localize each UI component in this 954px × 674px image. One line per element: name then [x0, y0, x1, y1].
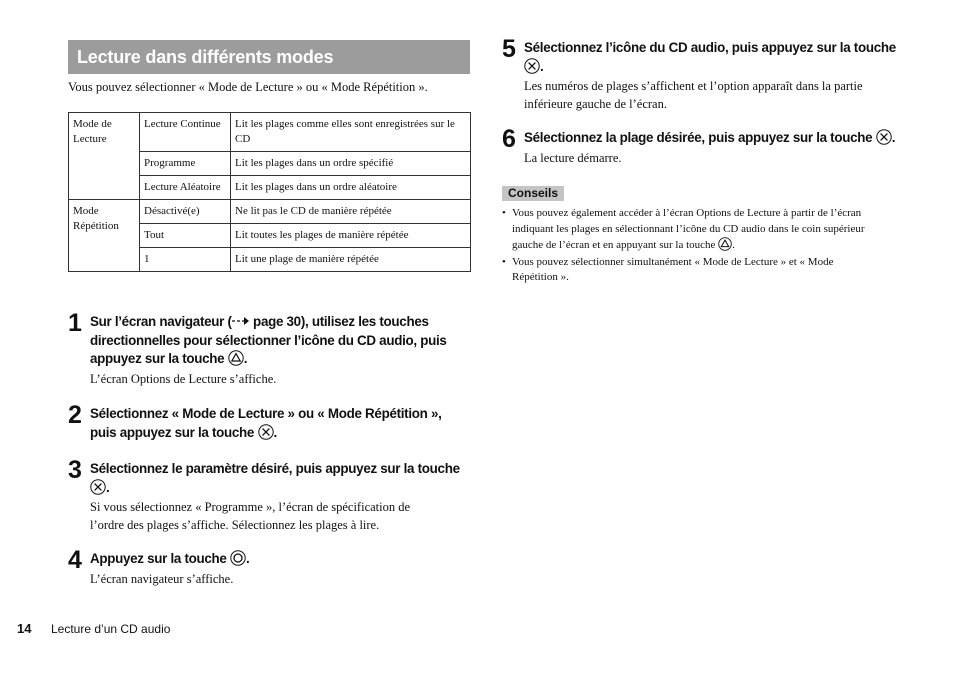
tips-list [502, 206, 902, 287]
modes-table [68, 112, 471, 272]
table-row [69, 113, 471, 152]
list-item: • Vous pouvez sélectionner simultanément « Mode de Lecture » et « Mode Répétition ». [502, 255, 834, 283]
bullet: • [502, 255, 506, 268]
step-body: L’écran navigateur s’affiche. [90, 572, 234, 586]
description-cell: Lit une plage de manière répétée [231, 248, 471, 272]
bullet: • [502, 207, 506, 219]
step-title: Sélectionnez l’icône du CD audio, puis appuyez sur la touche . [524, 40, 896, 74]
cross-button-icon [90, 479, 106, 495]
step-2 [68, 402, 478, 448]
page-number: 14 [17, 621, 32, 636]
step-3 [68, 457, 478, 537]
step-number: 6 [502, 125, 516, 153]
step-body: Si vous sélectionnez « Programme », l’écran de spécification de l’ordre des plages s’affiche. Sélectionnez les plages à lire. [90, 500, 411, 532]
description-cell: Lit toutes les plages de manière répétée [231, 224, 471, 248]
list-item: • Vous pouvez également accéder à l’écran Options de Lecture à partir de l’écran indiquant les plages en sélectionnant l’icône du CD audio dans le coin supérieur gauche de l’écran et en appuyant sur la touche . [502, 207, 865, 251]
option-cell: Tout [140, 224, 231, 248]
cross-button-icon [258, 424, 274, 440]
triangle-button-icon [718, 237, 732, 251]
step-body: La lecture démarre. [524, 151, 622, 165]
step-title: Appuyez sur la touche . [90, 551, 250, 566]
option-cell: 1 [140, 248, 231, 272]
step-body: Les numéros de plages s’affichent et l’option apparaît dans la partie inférieure gauche de l’écran. [524, 79, 863, 111]
description-cell: Lit les plages dans un ordre aléatoire [231, 176, 471, 200]
chapter-title: Lecture d’un CD audio [51, 622, 171, 636]
description-cell: Lit les plages dans un ordre spécifié [231, 152, 471, 176]
cross-button-icon [876, 129, 892, 145]
step-1 [68, 310, 478, 390]
step-title: Sélectionnez « Mode de Lecture » ou « Mode Répétition », puis appuyez sur la touche . [90, 406, 442, 440]
circle-button-icon [230, 550, 246, 566]
option-cell: Désactivé(e) [140, 200, 231, 224]
step-body: L’écran Options de Lecture s’affiche. [90, 372, 277, 386]
intro-text: Vous pouvez sélectionner « Mode de Lecture » ou « Mode Répétition ». [68, 80, 428, 94]
triangle-button-icon [228, 350, 244, 366]
step-4 [68, 547, 478, 591]
step-number: 5 [502, 35, 516, 63]
step-5 [502, 36, 922, 116]
tips-label: Conseils [502, 186, 564, 201]
step-number: 2 [68, 401, 82, 429]
step-number: 3 [68, 456, 82, 484]
option-cell: Lecture Aléatoire [140, 176, 231, 200]
step-title: Sur l’écran navigateur ( page 30), utilisez les touches directionnelles pour sélectionner l’icône du CD audio, puis appuyez sur la touche . [90, 314, 447, 366]
step-title: Sélectionnez la plage désirée, puis appuyez sur la touche . [524, 130, 896, 145]
cross-button-icon [524, 58, 540, 74]
group-label: Mode Répétition [69, 200, 140, 272]
option-cell: Lecture Continue [140, 113, 231, 152]
step-title: Sélectionnez le paramètre désiré, puis appuyez sur la touche . [90, 461, 460, 495]
group-label: Mode de Lecture [69, 113, 140, 200]
page-reference-arrow-icon [232, 316, 250, 326]
step-number: 1 [68, 309, 82, 337]
option-cell: Programme [140, 152, 231, 176]
step-6 [502, 126, 922, 170]
table-row [69, 200, 471, 224]
description-cell: Ne lit pas le CD de manière répétée [231, 200, 471, 224]
description-cell: Lit les plages comme elles sont enregistrées sur le CD [231, 113, 471, 152]
step-number: 4 [68, 546, 82, 574]
section-heading: Lecture dans différents modes [68, 40, 470, 74]
